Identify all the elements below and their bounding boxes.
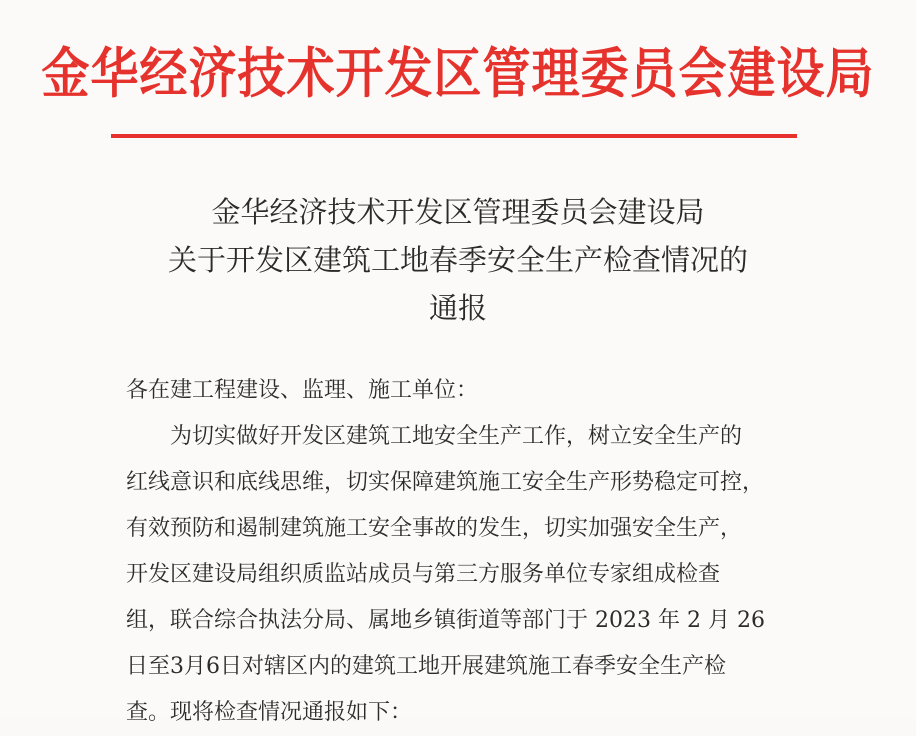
document-body bbox=[126, 368, 806, 736]
letterhead-org-name: 金华经济技术开发区管理委员会建设局 bbox=[41, 42, 875, 106]
body-line: 组，联合综合执法分局、属地乡镇街道等部门于 2023 年 2 月 26 bbox=[126, 608, 765, 633]
body-line: 查。现将检查情况通报如下： bbox=[126, 700, 413, 725]
letterhead-red-rule bbox=[111, 134, 797, 138]
body-line: 开发区建设局组织质监站成员与第三方服务单位专家组成检查 bbox=[126, 562, 721, 587]
salutation: 各在建工程建设、监理、施工单位： bbox=[126, 378, 479, 403]
document-title bbox=[0, 188, 916, 332]
title-line-3: 通报 bbox=[428, 291, 487, 325]
title-line-2: 关于开发区建筑工地春季安全生产检查情况的 bbox=[167, 243, 748, 277]
body-line: 红线意识和底线思维，切实保障建筑施工安全生产形势稳定可控， bbox=[126, 470, 765, 495]
body-line: 日至3月6日对辖区内的建筑工地开展建筑施工春季安全生产检 bbox=[126, 654, 726, 679]
body-line: 为切实做好开发区建筑工地安全生产工作，树立安全生产的 bbox=[170, 424, 743, 449]
title-line-1: 金华经济技术开发区管理委员会建设局 bbox=[211, 195, 705, 229]
body-line: 有效预防和遏制建筑施工安全事故的发生，切实加强安全生产， bbox=[126, 516, 743, 541]
